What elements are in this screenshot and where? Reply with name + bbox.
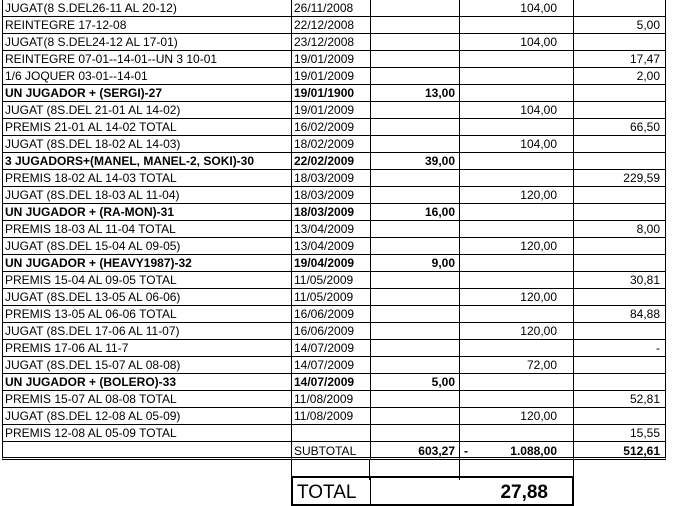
table-row [2, 323, 676, 340]
cell-contribution[interactable] [371, 187, 460, 204]
cell-played[interactable] [460, 68, 574, 85]
cell-description[interactable]: UN JUGADOR + (RA-MON)-31 [2, 204, 292, 221]
cell-prize[interactable] [574, 323, 666, 340]
cell-date[interactable]: 19/01/2009 [292, 51, 371, 68]
subtotal-expense-cell[interactable] [460, 442, 574, 460]
cell-date[interactable]: 16/06/2009 [292, 323, 371, 340]
table-row [2, 221, 676, 238]
cell-description[interactable]: JUGAT (8S.DEL 12-08 AL 05-09) [2, 408, 292, 425]
cell-contribution[interactable]: 13,00 [371, 85, 460, 102]
cell-date[interactable]: 23/12/2008 [292, 34, 371, 51]
table-row [2, 68, 676, 85]
table-row [2, 289, 676, 306]
cell-prize[interactable]: 8,00 [574, 221, 666, 238]
cell-date[interactable]: 11/05/2009 [292, 289, 371, 306]
cell-date[interactable]: 13/04/2009 [292, 221, 371, 238]
cell-contribution[interactable] [371, 408, 460, 425]
cell-prize[interactable]: 66,50 [574, 119, 666, 136]
cell-date[interactable]: 16/06/2009 [292, 306, 371, 323]
cell-description[interactable]: JUGAT (8S.DEL 15-04 AL 09-05) [2, 238, 292, 255]
cell-date[interactable]: 18/03/2009 [292, 187, 371, 204]
cell-contribution[interactable] [371, 17, 460, 34]
table-row [2, 102, 676, 119]
table-row [2, 340, 676, 357]
cell-contribution[interactable] [371, 272, 460, 289]
total-empty-cell[interactable] [2, 476, 292, 506]
cell-prize[interactable]: 17,47 [574, 51, 666, 68]
cell-date[interactable]: 11/08/2009 [292, 408, 371, 425]
cell-date[interactable]: 14/07/2009 [292, 357, 371, 374]
total-empty-cell[interactable] [574, 476, 666, 506]
table-row [2, 238, 676, 255]
cell-played[interactable] [460, 204, 574, 221]
subtotal-expense: 1.088,00 [510, 444, 557, 458]
cell-date[interactable]: 22/12/2008 [292, 17, 371, 34]
cell-played[interactable] [460, 221, 574, 238]
table-row [2, 374, 676, 391]
cell-description[interactable]: JUGAT (8S.DEL 17-06 AL 11-07) [2, 323, 292, 340]
cell-played[interactable]: 104,00 [460, 34, 574, 51]
cell-contribution[interactable] [371, 425, 460, 442]
cell-date[interactable]: 11/08/2009 [292, 391, 371, 408]
cell-played[interactable] [460, 391, 574, 408]
cell-played[interactable]: 104,00 [460, 136, 574, 153]
cell-description[interactable]: PREMIS 15-04 AL 09-05 TOTAL [2, 272, 292, 289]
table-row [2, 255, 676, 272]
table-row [2, 119, 676, 136]
table-row [2, 408, 676, 425]
subtotal-prizes[interactable]: 512,61 [574, 442, 666, 460]
table-row [2, 17, 676, 34]
cell-date[interactable]: 19/01/2009 [292, 68, 371, 85]
cell-prize[interactable]: 15,55 [574, 425, 666, 442]
cell-prize[interactable] [574, 153, 666, 170]
cell-played[interactable] [460, 119, 574, 136]
cell-prize[interactable] [574, 85, 666, 102]
cell-prize[interactable] [574, 238, 666, 255]
cell-description[interactable]: REINTEGRE 07-01--14-01--UN 3 10-01 [2, 51, 292, 68]
subtotal-label[interactable]: SUBTOTAL [292, 442, 371, 460]
cell-played[interactable]: 120,00 [460, 408, 574, 425]
cell-prize[interactable] [574, 255, 666, 272]
table-row [2, 51, 676, 68]
table-row [2, 136, 676, 153]
cell-contribution[interactable]: 39,00 [371, 153, 460, 170]
cell-prize[interactable]: 229,59 [574, 170, 666, 187]
cell-date[interactable]: 18/02/2009 [292, 136, 371, 153]
cell-prize[interactable] [574, 289, 666, 306]
table-row [2, 306, 676, 323]
cell-description[interactable]: UN JUGADOR + (HEAVY1987)-32 [2, 255, 292, 272]
cell-prize[interactable] [574, 187, 666, 204]
cell-played[interactable]: 120,00 [460, 323, 574, 340]
table-row [2, 153, 676, 170]
cell-description[interactable]: JUGAT (8S.DEL 13-05 AL 06-06) [2, 289, 292, 306]
table-row [2, 85, 676, 102]
total-value[interactable]: 27,88 [460, 476, 574, 506]
cell-description[interactable]: UN JUGADOR + (BOLERO)-33 [2, 374, 292, 391]
cell-date[interactable]: 14/07/2009 [292, 374, 371, 391]
cell-description[interactable]: REINTEGRE 17-12-08 [2, 17, 292, 34]
cell-played[interactable] [460, 340, 574, 357]
cell-description[interactable]: PREMIS 21-01 AL 14-02 TOTAL [2, 119, 292, 136]
subtotal-dash: - [464, 444, 468, 458]
cell-played[interactable] [460, 255, 574, 272]
cell-date[interactable]: 19/04/2009 [292, 255, 371, 272]
subtotal-row [2, 442, 676, 459]
cell-date[interactable]: 11/05/2009 [292, 272, 371, 289]
cell-played[interactable]: 72,00 [460, 357, 574, 374]
table-row [2, 187, 676, 204]
cell-prize[interactable]: 2,00 [574, 68, 666, 85]
cell-prize[interactable]: 52,81 [574, 391, 666, 408]
table-row [2, 0, 676, 17]
total-row [2, 476, 676, 506]
cell-contribution[interactable] [371, 221, 460, 238]
cell-description[interactable]: JUGAT(8 S.DEL24-12 AL 17-01) [2, 34, 292, 51]
cell-contribution[interactable] [371, 391, 460, 408]
cell-prize[interactable] [574, 34, 666, 51]
cell-description[interactable]: JUGAT (8S.DEL 18-03 AL 11-04) [2, 187, 292, 204]
table-row [2, 34, 676, 51]
cell-prize[interactable] [574, 357, 666, 374]
cell-played[interactable]: 120,00 [460, 187, 574, 204]
cell-prize[interactable] [574, 102, 666, 119]
cell-prize[interactable]: 5,00 [574, 17, 666, 34]
table-row [2, 425, 676, 442]
cell-description[interactable]: JUGAT (8S.DEL 21-01 AL 14-02) [2, 102, 292, 119]
cell-prize[interactable]: 84,88 [574, 306, 666, 323]
cell-prize[interactable] [574, 0, 666, 17]
cell-prize[interactable] [574, 374, 666, 391]
cell-prize[interactable] [574, 136, 666, 153]
cell-date[interactable]: 13/04/2009 [292, 238, 371, 255]
cell-description[interactable]: PREMIS 18-03 AL 11-04 TOTAL [2, 221, 292, 238]
cell-contribution[interactable] [371, 136, 460, 153]
cell-description[interactable]: 1/6 JOQUER 03-01--14-01 [2, 68, 292, 85]
cell-prize[interactable]: 30,81 [574, 272, 666, 289]
subtotal-income[interactable]: 603,27 [371, 442, 460, 460]
cell-contribution[interactable]: 16,00 [371, 204, 460, 221]
cell-description[interactable]: PREMIS 12-08 AL 05-09 TOTAL [2, 425, 292, 442]
spreadsheet [2, 0, 676, 505]
cell-played[interactable]: 104,00 [460, 0, 574, 17]
cell-played[interactable] [460, 374, 574, 391]
table-row [2, 272, 676, 289]
cell-date[interactable]: 19/01/1900 [292, 85, 371, 102]
cell-contribution[interactable] [371, 0, 460, 17]
cell-played[interactable] [460, 272, 574, 289]
cell-contribution[interactable] [371, 357, 460, 374]
table-row [2, 357, 676, 374]
table-row [2, 170, 676, 187]
cell-contribution[interactable] [371, 323, 460, 340]
cell-played[interactable] [460, 17, 574, 34]
cell-contribution[interactable] [371, 170, 460, 187]
cell-prize[interactable] [574, 204, 666, 221]
cell-prize[interactable]: - [574, 340, 666, 357]
cell-date[interactable]: 18/03/2009 [292, 170, 371, 187]
cell-description[interactable]: PREMIS 18-02 AL 14-03 TOTAL [2, 170, 292, 187]
cell-contribution[interactable]: 9,00 [371, 255, 460, 272]
cell-played[interactable]: 120,00 [460, 238, 574, 255]
cell-description[interactable]: UN JUGADOR + (SERGI)-27 [2, 85, 292, 102]
cell-description[interactable]: 3 JUGADORS+(MANEL, MANEL-2, SOKI)-30 [2, 153, 292, 170]
cell-prize[interactable] [574, 408, 666, 425]
cell-contribution[interactable] [371, 68, 460, 85]
cell-date[interactable]: 18/03/2009 [292, 204, 371, 221]
cell-played[interactable]: 120,00 [460, 289, 574, 306]
cell-description[interactable]: PREMIS 15-07 AL 08-08 TOTAL [2, 391, 292, 408]
cell-contribution[interactable] [371, 34, 460, 51]
cell-date[interactable]: 19/01/2009 [292, 102, 371, 119]
cell-date[interactable]: 16/02/2009 [292, 119, 371, 136]
cell-played[interactable] [460, 85, 574, 102]
cell-contribution[interactable] [371, 340, 460, 357]
cell-played[interactable] [460, 153, 574, 170]
cell-played[interactable] [460, 306, 574, 323]
blank-row [2, 460, 676, 477]
cell-description[interactable]: PREMIS 13-05 AL 06-06 TOTAL [2, 306, 292, 323]
cell-description[interactable]: PREMIS 17-06 AL 11-7 [2, 340, 292, 357]
cell-played[interactable] [460, 170, 574, 187]
cell-contribution[interactable] [371, 51, 460, 68]
cell-contribution[interactable] [371, 119, 460, 136]
cell-contribution[interactable] [371, 238, 460, 255]
cell-played[interactable] [460, 51, 574, 68]
cell-contribution[interactable] [371, 306, 460, 323]
cell-description[interactable]: JUGAT (8S.DEL 18-02 AL 14-03) [2, 136, 292, 153]
table-row [2, 391, 676, 408]
cell-date[interactable]: 22/02/2009 [292, 153, 371, 170]
table-row [2, 204, 676, 221]
total-merged-cell[interactable] [371, 476, 460, 506]
total-label[interactable]: TOTAL [291, 476, 371, 506]
cell-played[interactable]: 104,00 [460, 102, 574, 119]
cell-contribution[interactable] [371, 289, 460, 306]
cell-played[interactable] [460, 425, 574, 442]
cell-description[interactable]: JUGAT (8S.DEL 15-07 AL 08-08) [2, 357, 292, 374]
cell-contribution[interactable]: 5,00 [371, 374, 460, 391]
cell-date[interactable]: 26/11/2008 [292, 0, 371, 17]
cell-contribution[interactable] [371, 102, 460, 119]
subtotal-desc-cell[interactable] [2, 442, 292, 460]
cell-date[interactable]: 14/07/2009 [292, 340, 371, 357]
cell-date[interactable] [292, 425, 371, 442]
cell-description[interactable]: JUGAT(8 S.DEL26-11 AL 20-12) [2, 0, 292, 17]
